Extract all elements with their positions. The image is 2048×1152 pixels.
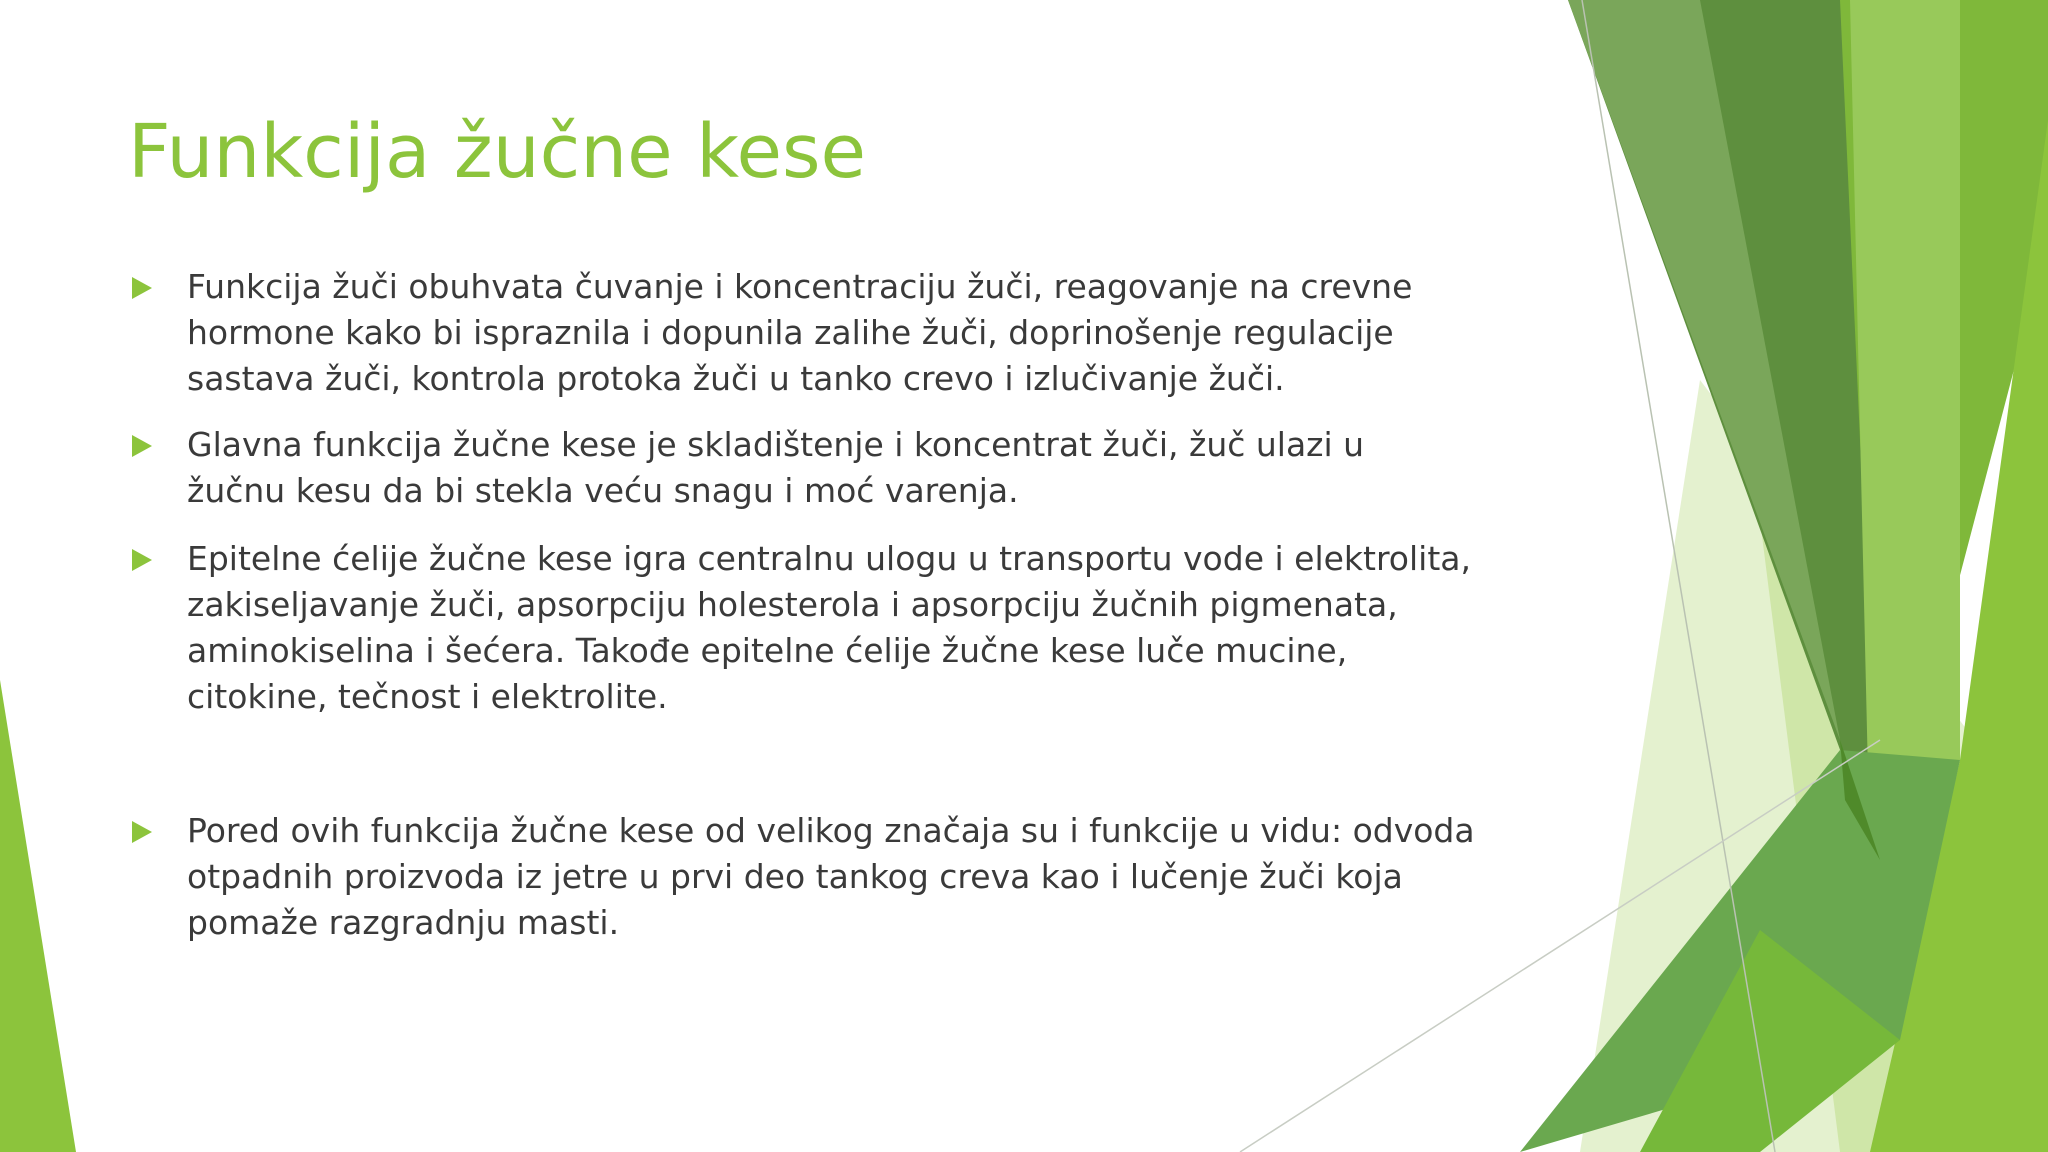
bullet-line: Glavna funkcija žučne kese je skladištenje i koncentrat žuči, žuč ulazi u (187, 425, 1365, 464)
left-sliver-shape (0, 680, 76, 1152)
bullet-line: aminokiselina i šećera. Takođe epitelne ćelije žučne kese luče mucine, (187, 631, 1348, 670)
bullet-line: sastava žuči, kontrola protoka žuči u tanko crevo i izlučivanje žuči. (187, 359, 1285, 398)
triangle-bullet-icon (132, 821, 152, 843)
bullet-item (130, 536, 1570, 720)
triangle-bullet-icon (132, 435, 152, 457)
bullet-line: hormone kako bi ispraznila i dopunila zalihe žuči, doprinošenje regulacije (187, 313, 1394, 352)
bullet-list (130, 264, 1570, 946)
bullet-line: zakiseljavanje žuči, apsorpciju holesterola i apsorpciju žučnih pigmenata, (187, 585, 1398, 624)
bullet-item (130, 808, 1570, 946)
triangle-bullet-icon (132, 277, 152, 299)
bullet-line: pomaže razgradnju masti. (187, 903, 620, 942)
slide-title: Funkcija žučne kese (128, 109, 867, 195)
bullet-line: citokine, tečnost i elektrolite. (187, 677, 668, 716)
bullet-item (130, 422, 1570, 514)
bullet-line: otpadnih proizvoda iz jetre u prvi deo tankog creva kao i lučenje žuči koja (187, 857, 1403, 896)
triangle-bullet-icon (132, 549, 152, 571)
bullet-line: Funkcija žuči obuhvata čuvanje i koncentraciju žuči, reagovanje na crevne (187, 267, 1413, 306)
bullet-line: Epitelne ćelije žučne kese igra centralnu ulogu u transportu vode i elektrolita, (187, 539, 1471, 578)
bullet-line: Pored ovih funkcija žučne kese od velikog značaja su i funkcije u vidu: odvoda (187, 811, 1475, 850)
bullet-item (130, 264, 1570, 402)
bullet-line: žučnu kesu da bi stekla veću snagu i moć varenja. (187, 471, 1019, 510)
